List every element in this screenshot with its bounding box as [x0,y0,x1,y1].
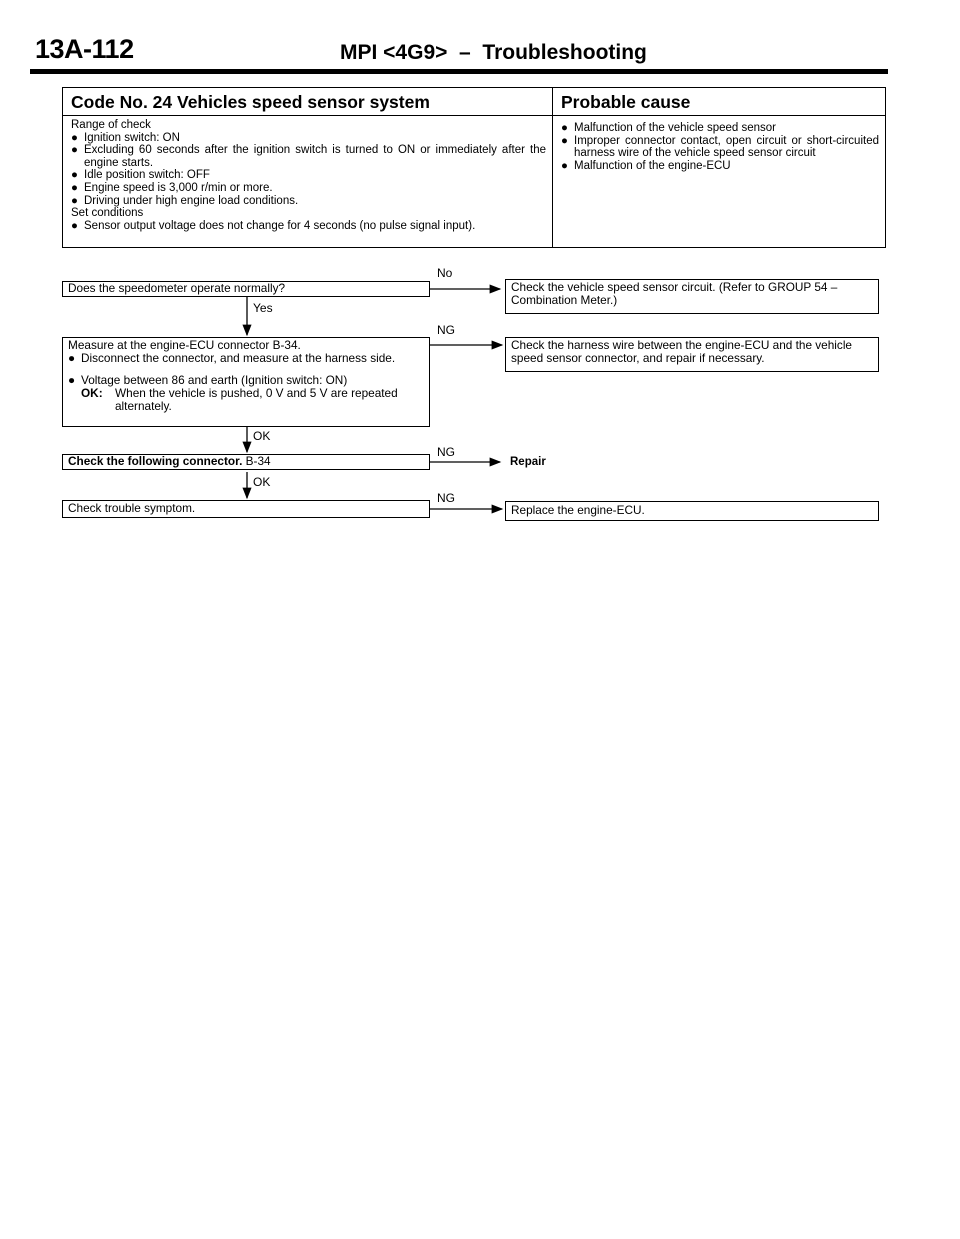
measure-ok: OK: When the vehicle is pushed, 0 V and 5 V are repeated alternately. [81,386,398,413]
code-heading: Code No. 24 Vehicles speed sensor system [63,88,552,116]
result-harness-check: Check the harness wire between the engine-ECU and the vehicle speed sensor connector, and repair if necessary. [505,337,879,372]
branch-ok-label: OK [253,475,271,489]
branch-no-label: No [437,266,453,280]
measure-intro: Measure at the engine-ECU connector B-34. [68,338,301,352]
cause-item: ● Malfunction of the vehicle speed sensor [561,122,777,134]
set-conditions-label: Set conditions [71,207,144,220]
set-item: ● Sensor output voltage does not change for 4 seconds (no pulse signal input). [71,219,476,232]
step-trouble-symptom: Check trouble symptom. [62,500,430,518]
branch-ng-label: NG [437,491,455,505]
result-repair: Repair [510,456,546,468]
step-speedometer-check: Does the speedometer operate normally? [62,281,430,297]
result-sensor-circuit: Check the vehicle speed sensor circuit. (Refer to GROUP 54 – Combination Meter.) [505,279,879,314]
branch-ng-label: NG [437,445,455,459]
page-title: MPI <4G9> – Troubleshooting [340,41,647,64]
cause-item: ● Malfunction of the engine-ECU [561,159,731,172]
range-item: ● Ignition switch: ON [71,131,180,144]
range-label: Range of check [71,119,151,131]
step-measure-ecu [62,337,430,427]
measure-item: ● Voltage between 86 and earth (Ignition switch: ON) [68,373,348,387]
range-item: ● Idle position switch: OFF [71,169,210,182]
range-item: ● Excluding 60 seconds after the ignition switch is turned to ON or immediately after the engine starts. [71,144,546,169]
page-number: 13A-112 [35,34,134,64]
branch-yes-label: Yes [253,301,273,315]
probable-cause-heading: Probable cause [553,88,885,116]
range-item: ● Engine speed is 3,000 r/min or more. [71,181,273,194]
range-item: ● Driving under high engine load conditions. [71,194,299,207]
cause-item: ● Improper connector contact, open circuit or short-circuited harness wire of the vehicle speed sensor circuit [561,134,879,160]
step-connector-check: Check the following connector. B-34 [62,454,430,470]
result-replace-ecu: Replace the engine-ECU. [505,501,879,521]
measure-item: ● Disconnect the connector, and measure at the harness side. [68,351,396,365]
branch-ok-label: OK [253,429,271,443]
branch-ng-label: NG [437,323,455,337]
